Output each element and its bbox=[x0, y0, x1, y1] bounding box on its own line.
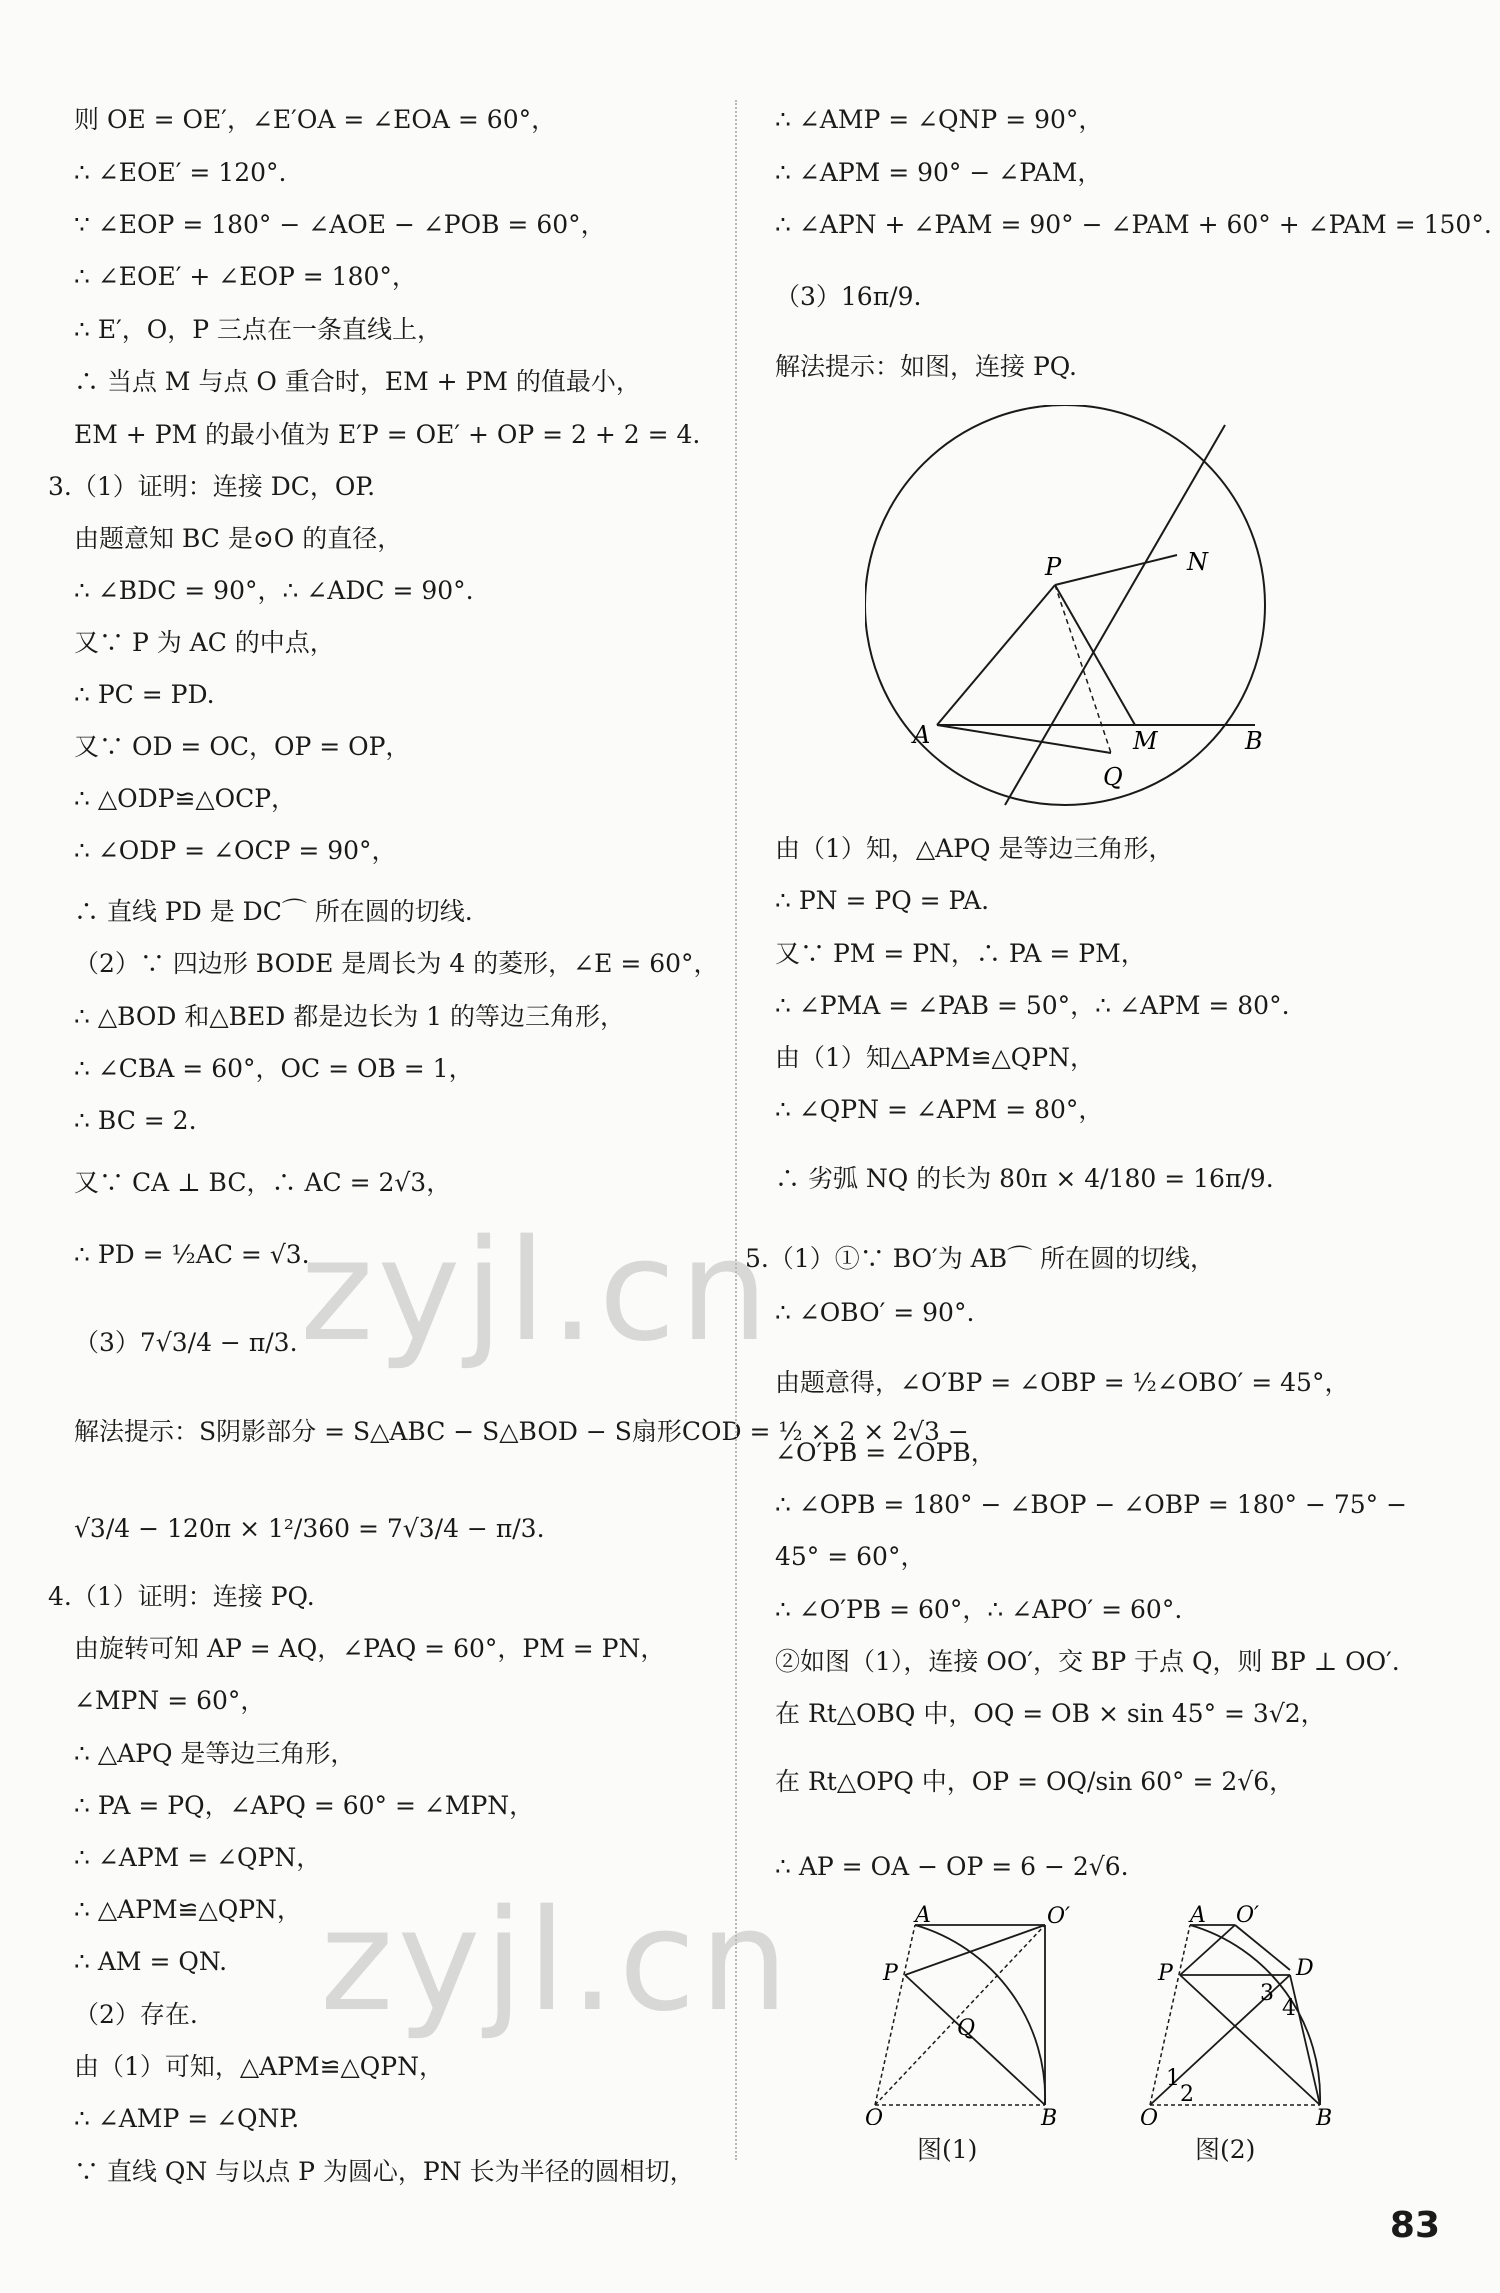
text-line: ∴ PA = PQ，∠APQ = 60° = ∠MPN， bbox=[74, 1791, 535, 1820]
text-line: 由（1）可知，△APM≌△QPN， bbox=[74, 2052, 444, 2081]
fig2-label-a: A bbox=[1190, 1905, 1206, 1928]
fig2-angle-1: 1 bbox=[1166, 2066, 1180, 2091]
text-line: ∴ △BOD 和△BED 都是边长为 1 的等边三角形， bbox=[74, 1002, 626, 1031]
text-line: ∴ ∠ODP = ∠OCP = 90°， bbox=[74, 836, 397, 865]
text-line: 又∵ P 为 AC 的中点， bbox=[74, 628, 335, 657]
text-line: 由题意得，∠O′BP = ∠OBP = ½∠OBO′ = 45°， bbox=[775, 1368, 1350, 1397]
text-line: 又∵ PM = PN，∴ PA = PM， bbox=[775, 939, 1146, 968]
text-line: 45° = 60°， bbox=[775, 1542, 926, 1571]
label-q: Q bbox=[1103, 763, 1123, 791]
text-line: ∴ AM = QN. bbox=[74, 1947, 228, 1976]
fig1-label-b: B bbox=[1041, 2106, 1058, 2125]
text-line: ∴ △ODP≌△OCP， bbox=[74, 784, 297, 813]
text-line: ∴ ∠QPN = ∠APM = 80°， bbox=[775, 1095, 1104, 1124]
text-line: 由（1）知，△APQ 是等边三角形， bbox=[775, 834, 1174, 863]
tangent-line bbox=[865, 405, 876, 805]
watermark: zyjl.cn bbox=[300, 1210, 773, 1373]
text-line: ∠O′PB = ∠OPB， bbox=[775, 1438, 996, 1467]
arc bbox=[915, 1925, 1045, 2105]
fig2-angle-2: 2 bbox=[1180, 2082, 1194, 2107]
fig2-label-o: O bbox=[1140, 2106, 1159, 2125]
fig1-label-p: P bbox=[883, 1961, 898, 1986]
text-line: 解法提示：如图，连接 PQ. bbox=[775, 352, 1077, 381]
label-p: P bbox=[1045, 553, 1062, 581]
text-line: 由旋转可知 AP = AQ，∠PAQ = 60°，PM = PN， bbox=[74, 1634, 666, 1663]
fig1-label-o-prime: O′ bbox=[1047, 1905, 1071, 1929]
text-line: 又∵ OD = OC，OP = OP， bbox=[74, 732, 411, 761]
text-line: ∴ ∠BDC = 90°，∴ ∠ADC = 90°. bbox=[74, 576, 474, 605]
text-line: √3/4 − 120π × 1²/360 = 7√3/4 − π/3. bbox=[74, 1514, 545, 1543]
text-line: ∴ ∠EOE′ = 120°. bbox=[74, 158, 287, 187]
problem-4-heading: 4.（1）证明：连接 PQ. bbox=[48, 1582, 315, 1611]
text-line: ∴ PD = ½AC = √3. bbox=[74, 1240, 310, 1269]
figure-1 bbox=[865, 1905, 1085, 2125]
text-line: ∴ PN = PQ = PA. bbox=[775, 886, 990, 915]
text-line: ∵ ∠EOP = 180° − ∠AOE − ∠POB = 60°， bbox=[74, 210, 606, 239]
text-line: ∴ 当点 M 与点 O 重合时，EM + PM 的值最小， bbox=[74, 367, 641, 396]
text-line: ∴ ∠OBO′ = 90°. bbox=[775, 1298, 975, 1327]
fig1-label-o: O bbox=[865, 2106, 884, 2125]
text-line: 由（1）知△APM≌△QPN， bbox=[775, 1043, 1095, 1072]
text-line: ∴ △APM≌△QPN， bbox=[74, 1895, 302, 1924]
label-m: M bbox=[1133, 727, 1158, 755]
problem-3-heading: 3.（1）证明：连接 DC，OP. bbox=[48, 472, 376, 501]
text-line: ∴ ∠EOE′ + ∠EOP = 180°， bbox=[74, 262, 417, 291]
watermark: zyjl.cn bbox=[320, 1880, 793, 2043]
label-n: N bbox=[1187, 548, 1208, 576]
label-b: B bbox=[1245, 727, 1263, 755]
fig2-label-o-prime: O′ bbox=[1236, 1905, 1260, 1928]
fig2-angle-4: 4 bbox=[1282, 1996, 1296, 2021]
text-line: 在 Rt△OPQ 中，OP = OQ/sin 60° = 2√6， bbox=[775, 1767, 1295, 1796]
text-line: 解法提示：S阴影部分 = S△ABC − S△BOD − S扇形COD = ½ × 2 × 2√3 − bbox=[74, 1417, 969, 1446]
text-line: 在 Rt△OBQ 中，OQ = OB × sin 45° = 3√2， bbox=[775, 1699, 1326, 1728]
text-line: ∴ ∠PMA = ∠PAB = 50°，∴ ∠APM = 80°. bbox=[775, 991, 1290, 1020]
text-line: ∴ E′，O，P 三点在一条直线上， bbox=[74, 315, 443, 344]
text-line: ∴ ∠APM = ∠QPN， bbox=[74, 1843, 322, 1872]
text-line: ∴ ∠AMP = ∠QNP. bbox=[74, 2104, 300, 2133]
text-line: ∴ ∠O′PB = 60°，∴ ∠APO′ = 60°. bbox=[775, 1595, 1183, 1624]
text-line: ∴ PC = PD. bbox=[74, 680, 215, 709]
text-line: ∴ ∠AMP = ∠QNP = 90°， bbox=[775, 105, 1104, 134]
fig2-angle-3: 3 bbox=[1260, 1981, 1274, 2006]
text-line: （2）存在. bbox=[74, 2000, 198, 2029]
text-line: （2）∵ 四边形 BODE 是周长为 4 的菱形，∠E = 60°， bbox=[74, 949, 719, 978]
text-line: 由题意知 BC 是⊙O 的直径， bbox=[74, 524, 403, 553]
page-number: 83 bbox=[1389, 2205, 1440, 2246]
text-line: ∴ △APQ 是等边三角形， bbox=[74, 1739, 356, 1768]
text-line: ∴ ∠APM = 90° − ∠PAM， bbox=[775, 158, 1103, 187]
line-qn bbox=[1005, 425, 1225, 805]
figure-2 bbox=[1140, 1905, 1360, 2125]
problem-5-heading: 5.（1）①∵ BO′为 AB⌒ 所在圆的切线， bbox=[745, 1244, 1216, 1273]
label-a: A bbox=[913, 721, 931, 749]
text-line: ∠MPN = 60°， bbox=[74, 1686, 266, 1715]
text-line: ∴ ∠APN + ∠PAM = 90° − ∠PAM + 60° + ∠PAM = 150°. bbox=[775, 210, 1492, 239]
column-divider bbox=[735, 100, 737, 2160]
fig1-label-a: A bbox=[915, 1905, 931, 1928]
text-line: ∴ 劣弧 NQ 的长为 80π × 4/180 = 16π/9. bbox=[775, 1164, 1274, 1193]
circle-figure bbox=[865, 405, 1335, 825]
fig2-label-p: P bbox=[1158, 1961, 1173, 1986]
fig1-label-q: Q bbox=[957, 2016, 976, 2041]
text-line: ∴ 直线 PD 是 DC⌒ 所在圆的切线. bbox=[74, 897, 473, 926]
text-line: ∴ ∠OPB = 180° − ∠BOP − ∠OBP = 180° − 75° − bbox=[775, 1490, 1408, 1519]
segment-aq bbox=[937, 725, 1111, 753]
fig2-label-d: D bbox=[1296, 1956, 1314, 1981]
fig2-label-b: B bbox=[1316, 2106, 1333, 2125]
text-line: ∴ AP = OA − OP = 6 − 2√6. bbox=[775, 1852, 1129, 1881]
text-line: 又∵ CA ⊥ BC，∴ AC = 2√3， bbox=[74, 1168, 452, 1197]
text-line: ∴ BC = 2. bbox=[74, 1106, 197, 1135]
segment-pa bbox=[937, 585, 1055, 725]
text-line: EM + PM 的最小值为 E′P = OE′ + OP = 2 + 2 = 4. bbox=[74, 420, 701, 449]
text-line: ∵ 直线 QN 与以点 P 为圆心，PN 长为半径的圆相切， bbox=[74, 2157, 695, 2186]
text-line: ②如图（1），连接 OO′，交 BP 于点 Q，则 BP ⊥ OO′. bbox=[775, 1647, 1400, 1676]
segment-pn bbox=[1055, 555, 1177, 585]
text-line: （3）7√3/4 − π/3. bbox=[74, 1328, 298, 1357]
text-line: 则 OE = OE′，∠E′OA = ∠EOA = 60°， bbox=[74, 105, 557, 134]
figure-1-caption: 图(1) bbox=[917, 2135, 978, 2164]
text-line: （3）16π/9. bbox=[775, 282, 922, 311]
text-line: ∴ ∠CBA = 60°，OC = OB = 1， bbox=[74, 1054, 474, 1083]
segment-pm bbox=[1055, 585, 1135, 725]
figure-2-caption: 图(2) bbox=[1195, 2135, 1256, 2164]
